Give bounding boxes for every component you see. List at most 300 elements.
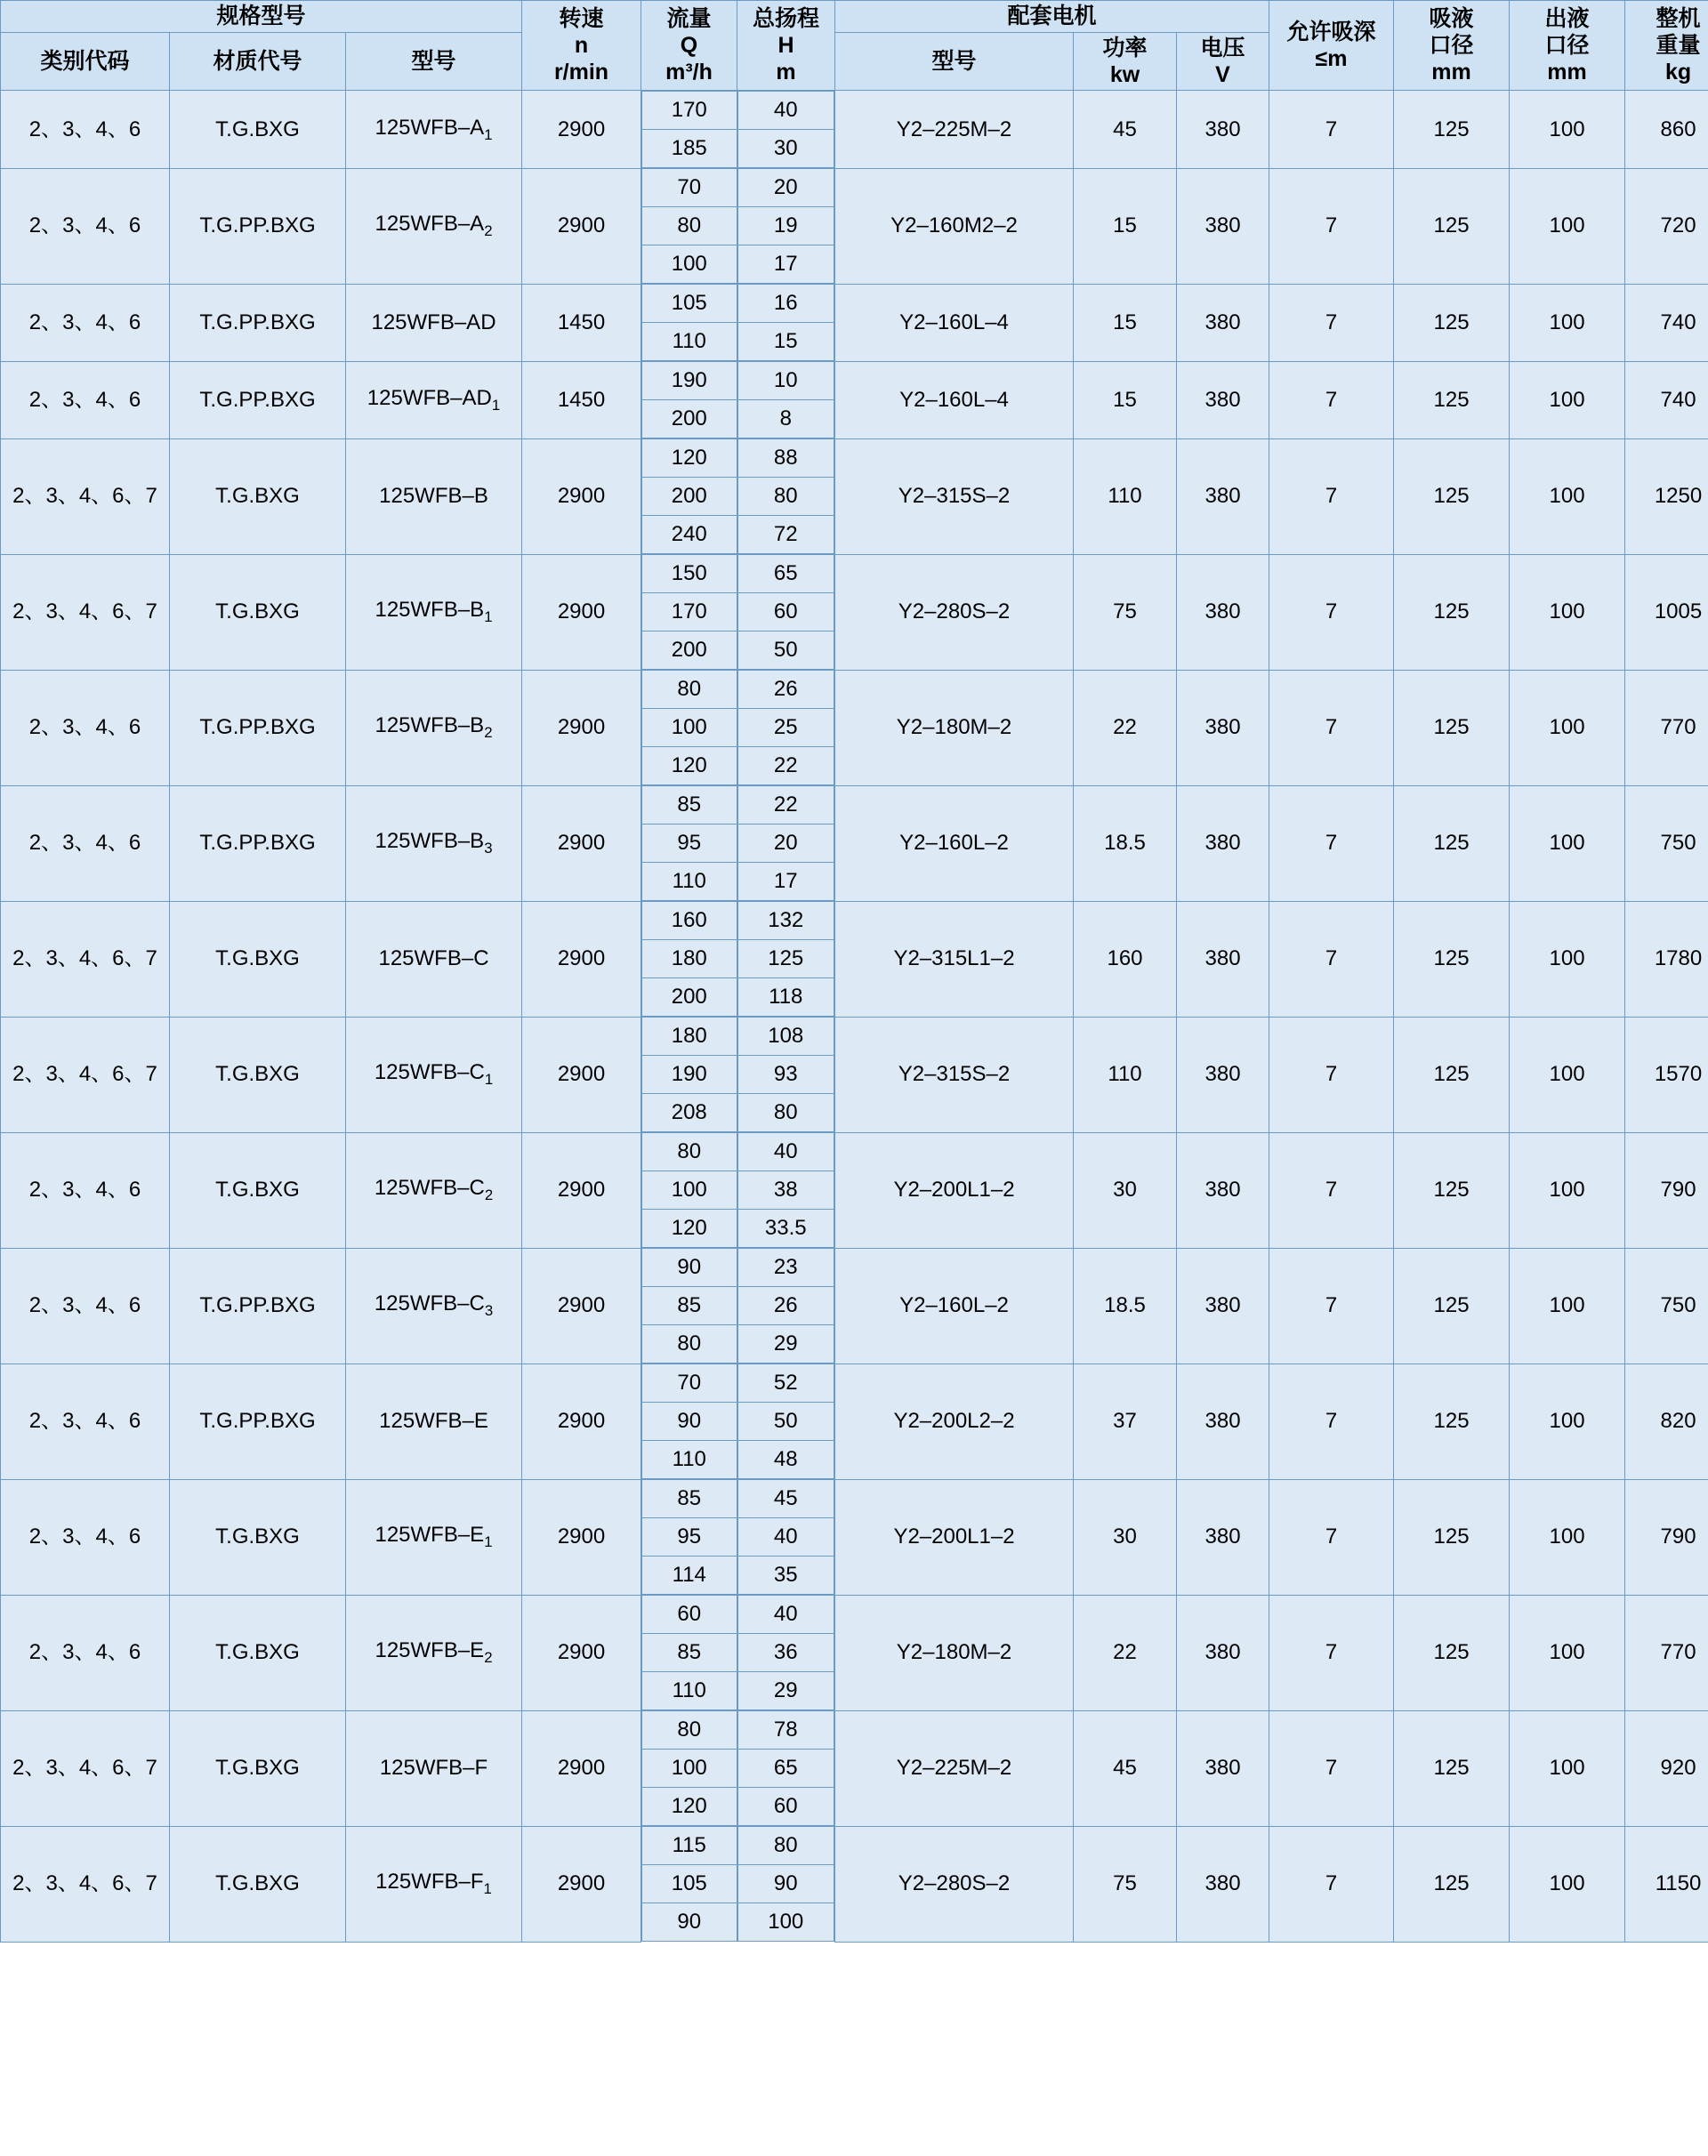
cell-inlet-diameter: 125 — [1394, 1248, 1510, 1364]
cell-category-code: 2、3、4、6、7 — [1, 1826, 170, 1942]
cell-head-value: 48 — [737, 1441, 834, 1479]
cell-weight: 750 — [1625, 785, 1708, 901]
cell-inlet-diameter: 125 — [1394, 1479, 1510, 1595]
cell-outlet-diameter: 100 — [1510, 1710, 1625, 1826]
cell-motor-model: Y2–160L–2 — [835, 1248, 1074, 1364]
cell-speed: 2900 — [522, 1364, 641, 1479]
cell-model: $125WFB-C_3$ — [346, 1248, 522, 1364]
cell-flow-value: 80 — [642, 1711, 737, 1750]
cell-flow-group — [641, 1479, 737, 1595]
cell-weight: 740 — [1625, 284, 1708, 361]
cell-material-code: T.G.BXG — [170, 1479, 346, 1595]
cell-flow-group — [641, 168, 737, 284]
cell-speed: 1450 — [522, 284, 641, 361]
cell-motor-model: Y2–315S–2 — [835, 1017, 1074, 1132]
table-row — [1, 438, 1708, 554]
cell-voltage: 380 — [1177, 1017, 1269, 1132]
cell-voltage: 380 — [1177, 554, 1269, 670]
cell-head-group — [737, 284, 835, 361]
cell-flow-value: 110 — [642, 1441, 737, 1479]
header-weight-line2: 重量 — [1656, 33, 1701, 59]
cell-flow-value: 110 — [642, 863, 737, 901]
cell-flow-group — [641, 361, 737, 438]
cell-power: 37 — [1074, 1364, 1177, 1479]
cell-material-code: T.G.BXG — [170, 438, 346, 554]
cell-speed: 2900 — [522, 1132, 641, 1248]
cell-speed: 2900 — [522, 1595, 641, 1710]
cell-head-value: 8 — [737, 400, 834, 438]
cell-voltage: 380 — [1177, 1710, 1269, 1826]
header-voltage — [1177, 33, 1269, 91]
cell-head-group — [737, 1132, 835, 1248]
cell-power: 75 — [1074, 554, 1177, 670]
cell-weight: 860 — [1625, 91, 1708, 169]
cell-outlet-diameter: 100 — [1510, 1364, 1625, 1479]
cell-model: 125WFB–E — [346, 1364, 522, 1479]
cell-head-value: 22 — [737, 786, 834, 825]
cell-model: $125WFB-B_3$ — [346, 785, 522, 901]
cell-outlet-diameter: 100 — [1510, 670, 1625, 785]
cell-motor-model: Y2–200L2–2 — [835, 1364, 1074, 1479]
cell-outlet-diameter: 100 — [1510, 91, 1625, 169]
cell-flow-value: 85 — [642, 786, 737, 825]
cell-suction-depth: 7 — [1269, 438, 1394, 554]
cell-head-group — [737, 1017, 835, 1132]
cell-flow-value: 110 — [642, 323, 737, 361]
cell-flow-group — [641, 1826, 737, 1942]
cell-motor-model: Y2–200L1–2 — [835, 1132, 1074, 1248]
cell-model: 125WFB–F — [346, 1710, 522, 1826]
cell-head-value: 60 — [737, 1788, 834, 1826]
cell-head-group — [737, 670, 835, 785]
cell-model: $125WFB-A_2$ — [346, 168, 522, 284]
cell-suction-depth: 7 — [1269, 901, 1394, 1017]
cell-inlet-diameter: 125 — [1394, 1132, 1510, 1248]
cell-voltage: 380 — [1177, 1595, 1269, 1710]
cell-outlet-diameter: 100 — [1510, 1595, 1625, 1710]
cell-speed: 2900 — [522, 438, 641, 554]
header-suction — [1269, 1, 1394, 91]
cell-flow-value: 170 — [642, 92, 737, 130]
cell-flow-value: 95 — [642, 1518, 737, 1557]
cell-flow-value: 190 — [642, 1056, 737, 1094]
cell-speed: 2900 — [522, 1479, 641, 1595]
table-row — [1, 1017, 1708, 1132]
cell-flow-value: 70 — [642, 169, 737, 207]
cell-flow-value: 85 — [642, 1287, 737, 1325]
cell-power: 30 — [1074, 1132, 1177, 1248]
cell-category-code: 2、3、4、6 — [1, 1479, 170, 1595]
cell-head-value: 29 — [737, 1325, 834, 1364]
cell-category-code: 2、3、4、6 — [1, 785, 170, 901]
cell-inlet-diameter: 125 — [1394, 785, 1510, 901]
cell-voltage: 380 — [1177, 284, 1269, 361]
cell-head-value: 10 — [737, 362, 834, 400]
cell-voltage: 380 — [1177, 438, 1269, 554]
table-row — [1, 785, 1708, 901]
model-subscript: 2 — [484, 724, 493, 742]
cell-model: $125WFB-F_1$ — [346, 1826, 522, 1942]
cell-inlet-diameter: 125 — [1394, 1710, 1510, 1826]
cell-inlet-diameter: 125 — [1394, 1364, 1510, 1479]
cell-material-code: T.G.BXG — [170, 1710, 346, 1826]
cell-weight: 820 — [1625, 1364, 1708, 1479]
cell-motor-model: Y2–315L1–2 — [835, 901, 1074, 1017]
cell-material-code: T.G.PP.BXG — [170, 1248, 346, 1364]
cell-suction-depth: 7 — [1269, 1132, 1394, 1248]
cell-flow-value: 90 — [642, 1903, 737, 1942]
cell-head-group — [737, 785, 835, 901]
cell-head-group — [737, 1710, 835, 1826]
cell-material-code: T.G.BXG — [170, 901, 346, 1017]
cell-head-group — [737, 361, 835, 438]
cell-inlet-diameter: 125 — [1394, 284, 1510, 361]
header-material-code: 材质代号 — [170, 33, 346, 91]
cell-motor-model: Y2–160L–4 — [835, 284, 1074, 361]
cell-model: 125WFB–AD — [346, 284, 522, 361]
cell-category-code: 2、3、4、6 — [1, 91, 170, 169]
cell-power: 22 — [1074, 670, 1177, 785]
cell-flow-value: 208 — [642, 1094, 737, 1132]
header-motor-group: 配套电机 — [835, 1, 1269, 33]
cell-flow-group — [641, 1017, 737, 1132]
cell-head-value: 80 — [737, 1094, 834, 1132]
cell-head-value: 29 — [737, 1672, 834, 1710]
cell-outlet-diameter: 100 — [1510, 554, 1625, 670]
cell-power: 45 — [1074, 1710, 1177, 1826]
cell-suction-depth: 7 — [1269, 554, 1394, 670]
cell-model: $125WFB-AD_1$ — [346, 361, 522, 438]
cell-suction-depth: 7 — [1269, 1248, 1394, 1364]
cell-flow-value: 105 — [642, 1865, 737, 1903]
header-head-line1: 总扬程 — [753, 6, 820, 32]
header-power-line2: kw — [1109, 62, 1140, 88]
model-subscript: 2 — [484, 222, 493, 240]
model-subscript: 1 — [484, 1533, 493, 1551]
cell-flow-value: 200 — [642, 400, 737, 438]
header-head-line3: m — [776, 60, 796, 85]
cell-power: 15 — [1074, 361, 1177, 438]
cell-material-code: T.G.BXG — [170, 554, 346, 670]
cell-motor-model: Y2–160L–2 — [835, 785, 1074, 901]
cell-flow-group — [641, 1364, 737, 1479]
header-outlet-line3: mm — [1547, 60, 1587, 85]
cell-head-group — [737, 554, 835, 670]
table-row — [1, 1826, 1708, 1942]
cell-head-value: 88 — [737, 439, 834, 478]
cell-voltage: 380 — [1177, 785, 1269, 901]
cell-voltage: 380 — [1177, 1826, 1269, 1942]
cell-head-value: 40 — [737, 1596, 834, 1634]
cell-inlet-diameter: 125 — [1394, 1595, 1510, 1710]
cell-head-value: 118 — [737, 978, 834, 1017]
cell-head-value: 52 — [737, 1364, 834, 1403]
cell-category-code: 2、3、4、6 — [1, 168, 170, 284]
cell-motor-model: Y2–160L–4 — [835, 361, 1074, 438]
header-inlet-line1: 吸液 — [1429, 6, 1474, 32]
cell-outlet-diameter: 100 — [1510, 1479, 1625, 1595]
cell-motor-model: Y2–315S–2 — [835, 438, 1074, 554]
table-header — [1, 1, 1708, 91]
cell-category-code: 2、3、4、6、7 — [1, 1710, 170, 1826]
cell-motor-model: Y2–200L1–2 — [835, 1479, 1074, 1595]
cell-head-value: 26 — [737, 671, 834, 709]
cell-flow-value: 90 — [642, 1249, 737, 1287]
header-flow-line2: Q — [680, 33, 698, 59]
cell-head-value: 22 — [737, 747, 834, 785]
cell-speed: 2900 — [522, 1017, 641, 1132]
header-suction-line1: 允许吸深 — [1286, 20, 1376, 45]
cell-category-code: 2、3、4、6、7 — [1, 1017, 170, 1132]
cell-category-code: 2、3、4、6 — [1, 1364, 170, 1479]
cell-power: 75 — [1074, 1826, 1177, 1942]
cell-category-code: 2、3、4、6、7 — [1, 438, 170, 554]
cell-motor-model: Y2–225M–2 — [835, 1710, 1074, 1826]
model-subscript: 2 — [484, 1187, 494, 1204]
model-subscript: 1 — [484, 608, 493, 626]
cell-category-code: 2、3、4、6 — [1, 361, 170, 438]
cell-material-code: T.G.PP.BXG — [170, 785, 346, 901]
cell-flow-value: 114 — [642, 1557, 737, 1595]
cell-flow-value: 185 — [642, 130, 737, 168]
cell-category-code: 2、3、4、6、7 — [1, 901, 170, 1017]
cell-weight: 720 — [1625, 168, 1708, 284]
cell-suction-depth: 7 — [1269, 1364, 1394, 1479]
cell-flow-value: 200 — [642, 478, 737, 516]
cell-head-group — [737, 91, 835, 169]
model-subscript: 1 — [491, 396, 501, 414]
cell-suction-depth: 7 — [1269, 361, 1394, 438]
cell-flow-value: 160 — [642, 902, 737, 940]
cell-suction-depth: 7 — [1269, 91, 1394, 169]
cell-motor-model: Y2–180M–2 — [835, 1595, 1074, 1710]
table-row — [1, 554, 1708, 670]
cell-head-value: 72 — [737, 516, 834, 554]
header-voltage-line1: 电压 — [1200, 36, 1245, 61]
cell-flow-value: 85 — [642, 1634, 737, 1672]
cell-flow-value: 100 — [642, 1750, 737, 1788]
cell-head-group — [737, 168, 835, 284]
cell-suction-depth: 7 — [1269, 1017, 1394, 1132]
header-weight-line3: kg — [1664, 60, 1692, 85]
cell-head-value: 15 — [737, 323, 834, 361]
header-inlet — [1394, 1, 1510, 91]
cell-suction-depth: 7 — [1269, 284, 1394, 361]
cell-model: 125WFB–C — [346, 901, 522, 1017]
model-subscript: 1 — [484, 125, 493, 143]
cell-power: 160 — [1074, 901, 1177, 1017]
cell-flow-group — [641, 901, 737, 1017]
cell-material-code: T.G.PP.BXG — [170, 284, 346, 361]
cell-power: 15 — [1074, 168, 1177, 284]
cell-flow-value: 120 — [642, 1210, 737, 1248]
cell-voltage: 380 — [1177, 1364, 1269, 1479]
header-weight — [1625, 1, 1708, 91]
cell-inlet-diameter: 125 — [1394, 901, 1510, 1017]
cell-motor-model: Y2–280S–2 — [835, 1826, 1074, 1942]
cell-suction-depth: 7 — [1269, 785, 1394, 901]
cell-flow-value: 200 — [642, 978, 737, 1017]
cell-flow-group — [641, 670, 737, 785]
table-row — [1, 1132, 1708, 1248]
header-outlet-line1: 出液 — [1544, 6, 1590, 32]
cell-power: 18.5 — [1074, 1248, 1177, 1364]
header-power-line1: 功率 — [1102, 36, 1148, 61]
cell-head-value: 108 — [737, 1018, 834, 1056]
cell-motor-model: Y2–280S–2 — [835, 554, 1074, 670]
cell-head-group — [737, 1479, 835, 1595]
header-inlet-line3: mm — [1431, 60, 1471, 85]
cell-voltage: 380 — [1177, 1132, 1269, 1248]
cell-model: $125WFB-C_2$ — [346, 1132, 522, 1248]
cell-flow-value: 120 — [642, 747, 737, 785]
cell-flow-group — [641, 1248, 737, 1364]
cell-flow-value: 200 — [642, 632, 737, 670]
cell-head-value: 40 — [737, 92, 834, 130]
header-speed-line2: n — [574, 33, 589, 59]
cell-weight: 790 — [1625, 1132, 1708, 1248]
cell-weight: 1570 — [1625, 1017, 1708, 1132]
cell-head-value: 19 — [737, 207, 834, 245]
cell-material-code: T.G.PP.BXG — [170, 670, 346, 785]
cell-flow-group — [641, 1595, 737, 1710]
cell-voltage: 380 — [1177, 361, 1269, 438]
cell-head-value: 78 — [737, 1711, 834, 1750]
model-subscript: 3 — [484, 840, 493, 857]
cell-head-value: 100 — [737, 1903, 834, 1942]
cell-weight: 750 — [1625, 1248, 1708, 1364]
cell-flow-value: 110 — [642, 1672, 737, 1710]
cell-flow-value: 70 — [642, 1364, 737, 1403]
cell-flow-value: 180 — [642, 940, 737, 978]
cell-model: $125WFB-C_1$ — [346, 1017, 522, 1132]
cell-head-group — [737, 1595, 835, 1710]
cell-weight: 790 — [1625, 1479, 1708, 1595]
cell-flow-group — [641, 284, 737, 361]
cell-category-code: 2、3、4、6 — [1, 1595, 170, 1710]
cell-head-value: 16 — [737, 285, 834, 323]
cell-power: 18.5 — [1074, 785, 1177, 901]
model-subscript: 2 — [484, 1649, 493, 1667]
cell-flow-value: 60 — [642, 1596, 737, 1634]
cell-head-value: 30 — [737, 130, 834, 168]
cell-weight: 770 — [1625, 1595, 1708, 1710]
cell-suction-depth: 7 — [1269, 670, 1394, 785]
cell-outlet-diameter: 100 — [1510, 1248, 1625, 1364]
cell-weight: 920 — [1625, 1710, 1708, 1826]
cell-head-group — [737, 438, 835, 554]
cell-flow-group — [641, 785, 737, 901]
cell-flow-value: 115 — [642, 1827, 737, 1865]
cell-weight: 1780 — [1625, 901, 1708, 1017]
cell-outlet-diameter: 100 — [1510, 1017, 1625, 1132]
cell-weight: 740 — [1625, 361, 1708, 438]
cell-outlet-diameter: 100 — [1510, 438, 1625, 554]
header-flow-line1: 流量 — [666, 6, 712, 32]
table-row — [1, 1248, 1708, 1364]
cell-flow-value: 90 — [642, 1403, 737, 1441]
cell-material-code: T.G.BXG — [170, 1595, 346, 1710]
cell-outlet-diameter: 100 — [1510, 901, 1625, 1017]
cell-head-group — [737, 1364, 835, 1479]
cell-flow-value: 190 — [642, 362, 737, 400]
cell-head-value: 25 — [737, 709, 834, 747]
cell-speed: 2900 — [522, 901, 641, 1017]
header-speed-line3: r/min — [553, 60, 609, 85]
table-row — [1, 1364, 1708, 1479]
cell-head-value: 20 — [737, 169, 834, 207]
cell-head-value: 93 — [737, 1056, 834, 1094]
table-row — [1, 361, 1708, 438]
cell-material-code: T.G.PP.BXG — [170, 1364, 346, 1479]
cell-head-value: 132 — [737, 902, 834, 940]
header-category-code: 类别代码 — [1, 33, 170, 91]
cell-material-code: T.G.PP.BXG — [170, 361, 346, 438]
table-row — [1, 1595, 1708, 1710]
cell-speed: 2900 — [522, 1248, 641, 1364]
cell-weight: 770 — [1625, 670, 1708, 785]
cell-head-value: 40 — [737, 1518, 834, 1557]
cell-flow-group — [641, 438, 737, 554]
cell-material-code: T.G.BXG — [170, 91, 346, 169]
cell-voltage: 380 — [1177, 1479, 1269, 1595]
cell-head-value: 23 — [737, 1249, 834, 1287]
header-speed-line1: 转速 — [559, 6, 604, 32]
table-row — [1, 1710, 1708, 1826]
cell-flow-group — [641, 1132, 737, 1248]
cell-suction-depth: 7 — [1269, 1710, 1394, 1826]
cell-flow-group — [641, 554, 737, 670]
cell-speed: 1450 — [522, 361, 641, 438]
header-group-row — [1, 1, 1708, 33]
header-spec-model-group: 规格型号 — [1, 1, 522, 33]
cell-inlet-diameter: 125 — [1394, 438, 1510, 554]
cell-head-value: 65 — [737, 1750, 834, 1788]
cell-speed: 2900 — [522, 1826, 641, 1942]
cell-head-value: 36 — [737, 1634, 834, 1672]
cell-head-group — [737, 1826, 835, 1942]
cell-outlet-diameter: 100 — [1510, 168, 1625, 284]
cell-head-value: 80 — [737, 478, 834, 516]
cell-suction-depth: 7 — [1269, 1479, 1394, 1595]
cell-inlet-diameter: 125 — [1394, 168, 1510, 284]
header-weight-line1: 整机 — [1656, 6, 1701, 32]
table-row — [1, 1479, 1708, 1595]
cell-speed: 2900 — [522, 785, 641, 901]
cell-head-value: 17 — [737, 863, 834, 901]
table-row — [1, 284, 1708, 361]
cell-head-value: 33.5 — [737, 1210, 834, 1248]
cell-inlet-diameter: 125 — [1394, 1826, 1510, 1942]
header-inlet-line2: 口径 — [1429, 33, 1474, 59]
cell-model: $125WFB-A_1$ — [346, 91, 522, 169]
header-flow-line3: m³/h — [665, 60, 713, 85]
header-flow — [641, 1, 737, 91]
cell-inlet-diameter: 125 — [1394, 1017, 1510, 1132]
cell-weight: 1005 — [1625, 554, 1708, 670]
header-outlet-line2: 口径 — [1544, 33, 1590, 59]
table-body — [1, 91, 1708, 1943]
cell-head-value: 80 — [737, 1827, 834, 1865]
header-power — [1074, 33, 1177, 91]
table-row — [1, 901, 1708, 1017]
header-head-line2: H — [777, 33, 794, 59]
cell-flow-value: 85 — [642, 1480, 737, 1518]
cell-flow-value: 120 — [642, 439, 737, 478]
model-subscript: 3 — [484, 1302, 494, 1320]
cell-flow-value: 80 — [642, 1325, 737, 1364]
cell-speed: 2900 — [522, 168, 641, 284]
